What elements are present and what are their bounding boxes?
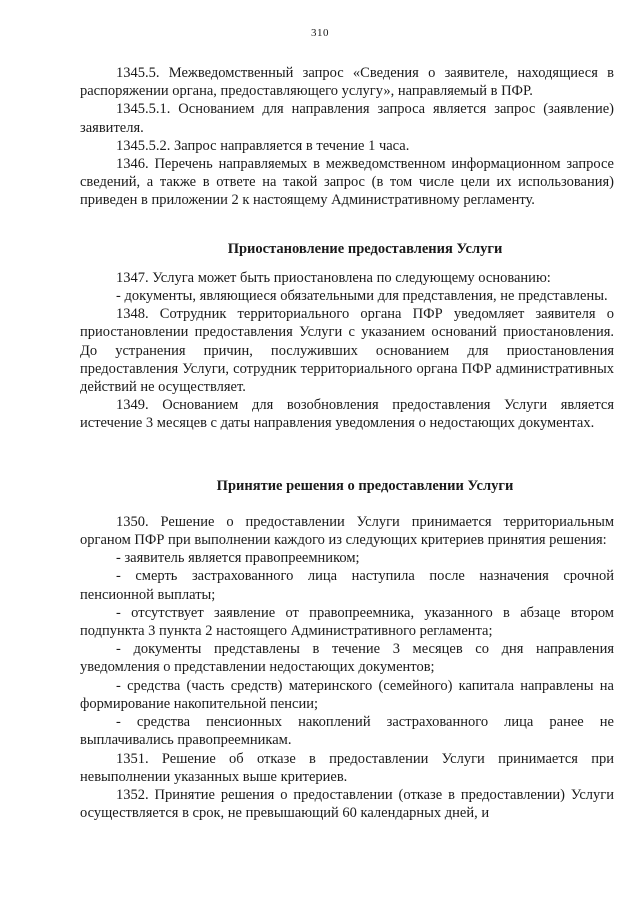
list-item: - отсутствует заявление от правопреемника, указанного в абзаце втором подпункта 3 пункта 2 настоящего Административного регламента; <box>80 604 614 640</box>
paragraph-1346: 1346. Перечень направляемых в межведомственном информационном запросе сведений, а также в ответе на такой запрос (в том числе цели их использования) приведен в приложении 2 к настоящему Административному регламенту. <box>80 156 614 209</box>
paragraph-1350: 1350. Решение о предоставлении Услуги принимается территориальным органом ПФР при выполнении каждого из следующих критериев принятия решения: <box>80 513 614 549</box>
list-item: - документы представлены в течение 3 месяцев со дня направления уведомления о представлении недостающих документов; <box>80 641 614 676</box>
list-item: - средства (часть средств) материнского (семейного) капитала направлены на формирование накопительной пенсии; <box>80 677 614 712</box>
list-item: - документы, являющиеся обязательными для представления, не представлены. <box>116 288 608 305</box>
list-item: - средства пенсионных накоплений застрахованного лица ранее не выплачивались правопреемникам. <box>80 714 614 749</box>
paragraph-1345-5: 1345.5. Межведомственный запрос «Сведения о заявителе, находящиеся в распоряжении органа, предоставляющего услугу», направляемый в ПФР. <box>80 65 614 100</box>
list-item: - смерть застрахованного лица наступила после назначения срочной пенсионной выплаты; <box>80 568 614 603</box>
page-number: 310 <box>311 27 329 39</box>
section-heading-decision: Принятие решения о предоставлении Услуги <box>216 477 514 494</box>
paragraph-1347: 1347. Услуга может быть приостановлена по следующему основанию: <box>116 269 551 286</box>
list-item: - заявитель является правопреемником; <box>116 550 360 567</box>
paragraph-1352: 1352. Принятие решения о предоставлении (отказе в предоставлении) Услуги осуществляется в срок, не превышающий 60 календарных дней, и <box>80 786 614 822</box>
paragraph-1345-5-1: 1345.5.1. Основанием для направления запроса является запрос (заявление) заявителя. <box>80 101 614 136</box>
paragraph-1348: 1348. Сотрудник территориального органа ПФР уведомляет заявителя о приостановлении предоставления Услуги с указанием оснований приостановления. До устранения причин, послуживших основанием для приостановления предоставления Услуги, сотрудник территориального органа ПФР административных действий не осуществляет. <box>80 306 614 396</box>
paragraph-1351: 1351. Решение об отказе в предоставлении Услуги принимается при невыполнении указанных выше критериев. <box>80 750 614 785</box>
paragraph-1345-5-2: 1345.5.2. Запрос направляется в течение 1 часа. <box>116 137 410 154</box>
paragraph-1349: 1349. Основанием для возобновления предоставления Услуги является истечение 3 месяцев с даты направления уведомления о недостающих документах. <box>80 397 614 432</box>
section-heading-suspension: Приостановление предоставления Услуги <box>227 240 503 257</box>
document-body <box>80 64 614 822</box>
